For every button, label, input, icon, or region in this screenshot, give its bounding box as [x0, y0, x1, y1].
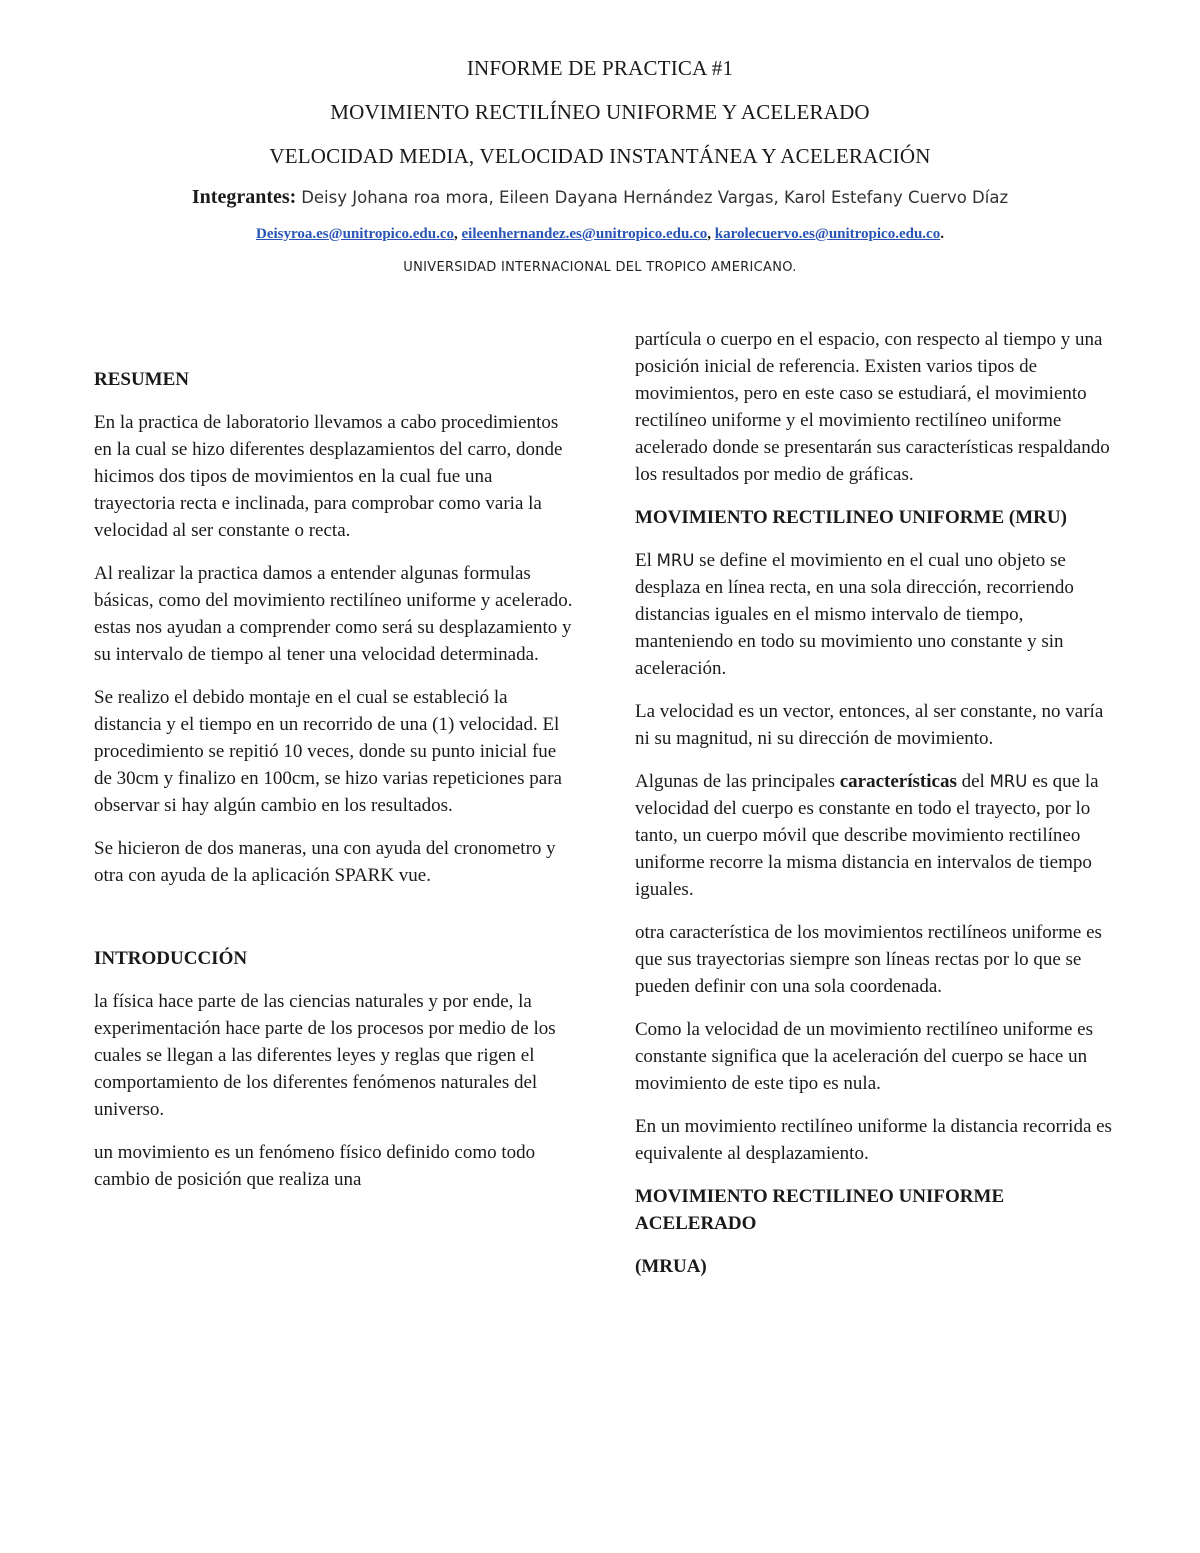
mrua-heading: MOVIMIENTO RECTILINEO UNIFORME ACELERADO — [635, 1186, 1005, 1234]
resumen-paragraph-1: En la practica de laboratorio llevamos a cabo procedimientos en la cual se hizo diferentes desplazamientos del carro, donde hicimos dos tipos de movimientos en la cual fue una trayectoria recta e inclinada, para comprobar como varia la velocidad al ser constante o recta. — [94, 412, 563, 541]
text-run: se define el movimiento en el cual uno objeto se desplaza en línea recta, en una sola dirección, recorriendo distancias iguales en el mismo intervalo de tiempo, manteniendo en todo su movimiento uno constante y sin aceleración. — [635, 550, 1074, 679]
report-subtitle: MOVIMIENTO RECTILÍNEO UNIFORME Y ACELERADO — [330, 100, 870, 124]
resumen-paragraph-4: Se hicieron de dos maneras, una con ayuda del cronometro y otra con ayuda de la aplicación SPARK vue. — [94, 838, 556, 886]
text-run: del — [956, 771, 990, 792]
mru-paragraph-6: En un movimiento rectilíneo uniforme la distancia recorrida es equivalente al desplazamiento. — [635, 1116, 1112, 1164]
mru-paragraph-2: La velocidad es un vector, entonces, al ser constante, no varía ni su magnitud, ni su dirección de movimiento. — [635, 701, 1104, 749]
mrua-abbr-heading: (MRUA) — [635, 1256, 707, 1277]
emails-line — [0, 227, 1200, 242]
resumen-heading: RESUMEN — [94, 369, 190, 390]
right-column — [635, 326, 1115, 1296]
mru-paragraph-1 — [635, 547, 1115, 682]
bold-term: características — [839, 771, 957, 792]
mru-paragraph-4: otra característica de los movimientos rectilíneos uniforme es que sus trayectorias siempre son líneas rectas por lo que se pueden definir con una sola coordenada. — [635, 922, 1102, 997]
resumen-paragraph-3: Se realizo el debido montaje en el cual se estableció la distancia y el tiempo en un recorrido de una (1) velocidad. El procedimiento se repitió 10 veces, donde su punto inicial fue de 30cm y finalizo en 100cm, se hizo varias repeticiones para observar si hay algún cambio en los resultados. — [94, 687, 562, 816]
mru-paragraph-5: Como la velocidad de un movimiento rectilíneo uniforme es constante significa que la aceleración del cuerpo se hace un movimiento de este tipo es nula. — [635, 1019, 1093, 1094]
email-separator: , — [454, 225, 462, 242]
report-topics: VELOCIDAD MEDIA, VELOCIDAD INSTANTÁNEA Y ACELERACIÓN — [269, 144, 931, 168]
members-names: Deisy Johana roa mora, Eileen Dayana Hernández Vargas, Karol Estefany Cuervo Díaz — [301, 188, 1009, 207]
document-header — [0, 58, 1200, 274]
mru-abbr: MRU — [656, 551, 695, 570]
intro-paragraph-1: la física hace parte de las ciencias naturales y por ende, la experimentación hace parte de los procesos por medio de los cuales se llegan a las diferentes leyes y reglas que rigen el comportamiento de los diferentes fenómenos naturales del universo. — [94, 991, 556, 1120]
mru-paragraph-3 — [635, 768, 1115, 903]
members-label: Integrantes: — [191, 186, 297, 208]
intro-paragraph-continued: partícula o cuerpo en el espacio, con respecto al tiempo y una posición inicial de referencia. Existen varios tipos de movimientos, pero en este caso se estudiará, el movimiento rectilíneo uniforme y el movimiento rectilíneo uniforme acelerado donde se presentarán sus características respaldando los resultados por medio de gráficas. — [635, 329, 1110, 485]
text-run: es que la velocidad del cuerpo es constante en todo el trayecto, por lo tanto, un cuerpo móvil que describe movimiento rectilíneo uniforme recorre la misma distancia en intervalos de tiempo iguales. — [635, 771, 1099, 900]
members-line — [0, 187, 1200, 208]
email-separator: , — [707, 225, 715, 242]
resumen-paragraph-2: Al realizar la practica damos a entender algunas formulas básicas, como del movimiento rectilíneo uniforme y acelerado. estas nos ayudan a comprender como será su desplazamiento y su intervalo de tiempo al tener una velocidad determinada. — [94, 563, 573, 665]
university-name: UNIVERSIDAD INTERNACIONAL DEL TROPICO AMERICANO. — [403, 259, 797, 275]
text-run: El — [635, 550, 657, 571]
email-end: . — [940, 225, 944, 242]
intro-paragraph-2: un movimiento es un fenómeno físico definido como todo cambio de posición que realiza una — [94, 1142, 536, 1190]
email-link-2[interactable]: eileenhernandez.es@unitropico.edu.co — [461, 225, 708, 242]
introduccion-heading: INTRODUCCIÓN — [94, 948, 248, 969]
mru-heading: MOVIMIENTO RECTILINEO UNIFORME (MRU) — [635, 507, 1067, 528]
text-run: Algunas de las principales — [635, 771, 840, 792]
left-column — [94, 366, 574, 1209]
report-title: INFORME DE PRACTICA #1 — [466, 56, 734, 80]
email-link-1[interactable]: Deisyroa.es@unitropico.edu.co — [256, 225, 454, 242]
email-link-3[interactable]: karolecuervo.es@unitropico.edu.co — [714, 225, 941, 242]
mru-abbr: MRU — [989, 772, 1028, 791]
